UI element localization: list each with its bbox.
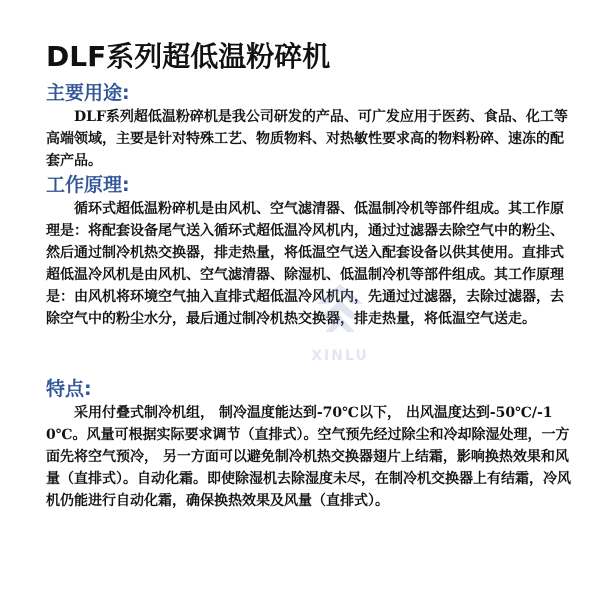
section-text-usage — [46, 106, 574, 172]
usage-paragraph: DLF系列超低温粉碎机是我公司研发的产品、可广发应用于医药、食品、化工等高端领域，主要是针对特殊工艺、物质物料、对热敏性要求高的物料粉碎、速冻的配套产品。 — [46, 109, 568, 169]
features-paragraph: 采用付叠式制冷机组， 制冷温度能达到-70℃以下， 出风温度达到-50℃/-10℃。风量可根据实际要求调节（直排式）。空气预先经过除尘和冷却除湿处理，一方面先将空气预冷， 另一方面可以避免制冷机热交换器翅片上结霜，影响换热效果和风量（直排式）。自动化霜。即使除湿机去除湿度未尽，在制冷机交换器上有结霜，冷风机仍能进行自动化霜，确保换热效果及风量（直排式）。 — [46, 405, 571, 509]
section-heading-usage: 主要用途: — [46, 82, 130, 104]
watermark-text: XINLU — [311, 348, 369, 364]
watermark-logo — [305, 280, 375, 376]
section-text-features — [46, 402, 574, 512]
watermark-emblem-icon — [305, 280, 375, 346]
section-heading-features: 特点: — [46, 378, 92, 400]
document-title: DLF系列超低温粉碎机 — [46, 40, 331, 73]
section-heading-principle: 工作原理: — [46, 174, 130, 196]
principle-paragraph: 循环式超低温粉碎机是由风机、空气滤清器、低温制冷机等部件组成。其工作原理是：将配套设备尾气送入循环式超低温冷风机内，通过过滤器去除空气中的粉尘、然后通过制冷机热交换器，排走热量，将低温空气送入配套设备以供其使用。直排式超低温冷风机是由风机、空气滤清器、除湿机、低温制冷机等部件组成。其工作原理是：由风机将环境空气抽入直排式超低温冷风机内，先通过过滤器，去除过滤器，去除空气中的粉尘水分，最后通过制冷机热交换器，排走热量，将低温空气送走。 — [46, 201, 564, 327]
